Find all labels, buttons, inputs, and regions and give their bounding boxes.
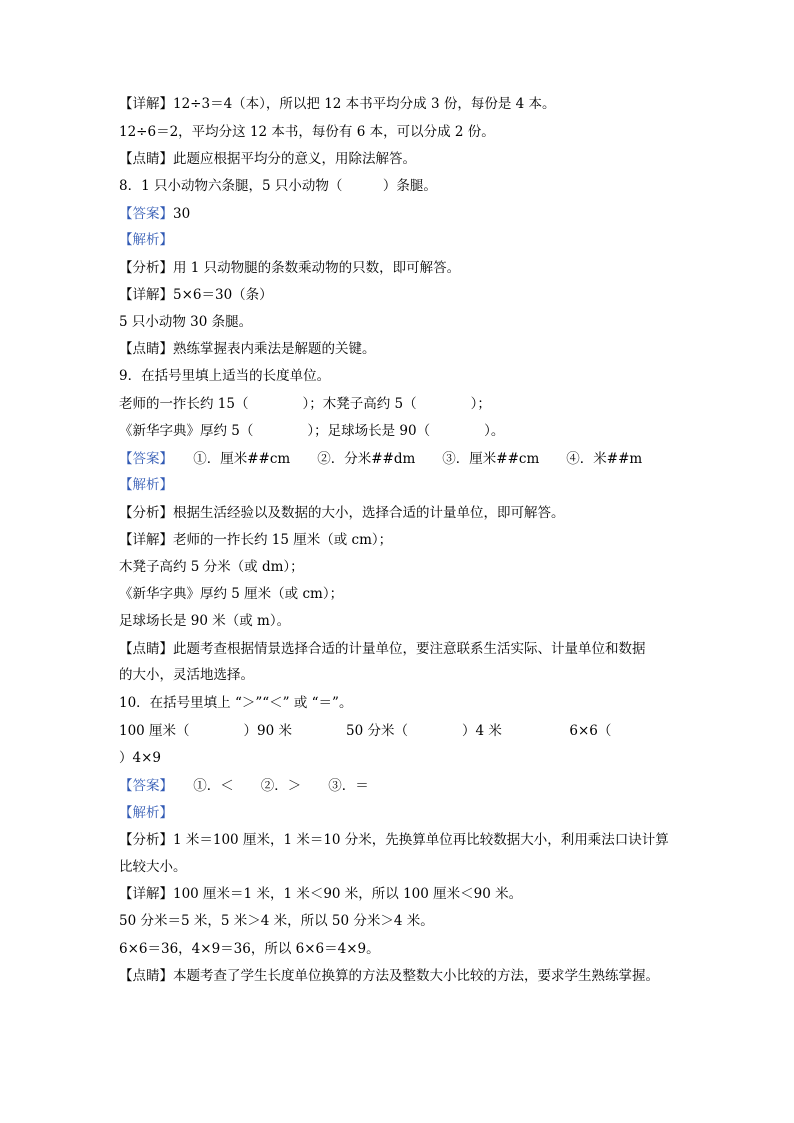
line-text: 本题考查了学生长度单位换算的方法及整数大小比较的方法，要求学生熟练掌握。	[173, 968, 659, 984]
line-text: ①．厘米##cm ②．分米##dm ③．厘米##cm ④．米##m	[166, 451, 643, 467]
section-label: 【答案】	[119, 778, 167, 794]
text-line	[119, 150, 416, 168]
line-text: 《新华字典》厚约 5 厘米（或 cm）；	[119, 586, 344, 602]
section-label: 【点睛】	[119, 968, 173, 984]
text-line	[119, 585, 343, 603]
text-line	[119, 831, 669, 849]
line-text: 老师的一拃长约 15 厘米（或 cm）；	[173, 532, 393, 548]
section-label: 【解析】	[119, 477, 173, 493]
line-text: 5×6＝30（条）	[173, 287, 273, 303]
text-line	[119, 777, 369, 795]
line-text: 此题应根据平均分的意义，用除法解答。	[173, 151, 416, 167]
line-text: 12÷3＝4（本），所以把 12 本书平均分成 3 份，每份是 4 本。	[173, 96, 556, 112]
text-line	[119, 912, 434, 930]
text-line	[119, 95, 556, 113]
line-text: 老师的一拃长约 15（ ）；木凳子高约 5（ ）；	[119, 396, 491, 412]
text-line	[119, 694, 352, 712]
line-text: 比较大小。	[119, 859, 187, 875]
text-line	[119, 749, 161, 767]
section-label: 【分析】	[119, 505, 173, 521]
line-text: 12÷6＝2，平均分这 12 本书，每份有 6 本，可以分成 2 份。	[119, 124, 495, 140]
section-label: 【答案】	[119, 206, 173, 222]
line-text: 根据生活经验以及数据的大小，选择合适的计量单位，即可解答。	[173, 505, 565, 521]
text-line	[119, 259, 460, 277]
text-line	[119, 940, 380, 958]
text-line	[119, 531, 392, 549]
line-text: 此题考查根据情景选择合适的计量单位，要注意联系生活实际、计量单位和数据	[173, 641, 646, 657]
section-label: 【点睛】	[119, 641, 173, 657]
text-line	[119, 640, 646, 658]
line-text: 6×6＝36，4×9＝36，所以 6×6＝4×9。	[119, 941, 380, 957]
line-text: ）4×9	[119, 750, 161, 766]
section-label: 【详解】	[119, 96, 173, 112]
text-line	[119, 123, 495, 141]
line-text: 足球场长是 90 米（或 m）。	[119, 613, 291, 629]
section-label: 【答案】	[119, 451, 167, 467]
text-line	[119, 885, 522, 903]
text-line	[119, 504, 565, 522]
text-line	[119, 177, 437, 195]
section-label: 【解析】	[119, 805, 173, 821]
line-text: 10．在括号里填上 “＞”“＜” 或 “＝”。	[119, 695, 353, 711]
text-line	[119, 367, 330, 385]
line-text: 熟练掌握表内乘法是解题的关键。	[173, 341, 376, 357]
text-line	[119, 231, 173, 249]
line-text: 30	[173, 206, 191, 222]
line-text: 5 只小动物 30 条腿。	[119, 314, 253, 330]
text-line	[119, 313, 252, 331]
section-label: 【分析】	[119, 260, 173, 276]
line-text: ①．＜ ②．＞ ③．＝	[166, 778, 369, 794]
text-line	[119, 967, 659, 985]
line-text: 的大小，灵活地选择。	[119, 667, 254, 683]
text-line	[119, 205, 190, 223]
text-line	[119, 340, 376, 358]
text-line	[119, 804, 173, 822]
text-line	[119, 612, 290, 630]
section-label: 【分析】	[119, 832, 173, 848]
text-line	[119, 286, 273, 304]
text-line	[119, 858, 187, 876]
text-line	[119, 395, 491, 413]
line-text: 8．1 只小动物六条腿，5 只小动物（ ）条腿。	[119, 178, 437, 194]
text-line	[119, 558, 304, 576]
section-label: 【详解】	[119, 532, 173, 548]
text-line	[119, 722, 611, 740]
text-line	[119, 450, 642, 468]
line-text: 9．在括号里填上适当的长度单位。	[119, 368, 331, 384]
section-label: 【详解】	[119, 886, 173, 902]
line-text: 木凳子高约 5 分米（或 dm）；	[119, 559, 304, 575]
section-label: 【点睛】	[119, 151, 173, 167]
line-text: 100 厘米（ ）90 米 50 分米（ ）4 米 6×6（	[119, 723, 612, 739]
line-text: 50 分米＝5 米，5 米＞4 米，所以 50 分米＞4 米。	[119, 913, 434, 929]
text-line	[119, 476, 173, 494]
text-line	[119, 666, 254, 684]
line-text: 1 米＝100 厘米，1 米＝10 分米，先换算单位再比较数据大小，利用乘法口诀计算	[173, 832, 669, 848]
line-text: 《新华字典》厚约 5（ ）；足球场长是 90（ ）。	[119, 423, 505, 439]
text-line	[119, 422, 504, 440]
line-text: 100 厘米＝1 米，1 米＜90 米，所以 100 厘米＜90 米。	[173, 886, 523, 902]
section-label: 【解析】	[119, 232, 173, 248]
line-text: 用 1 只动物腿的条数乘动物的只数，即可解答。	[173, 260, 461, 276]
section-label: 【详解】	[119, 287, 173, 303]
section-label: 【点睛】	[119, 341, 173, 357]
